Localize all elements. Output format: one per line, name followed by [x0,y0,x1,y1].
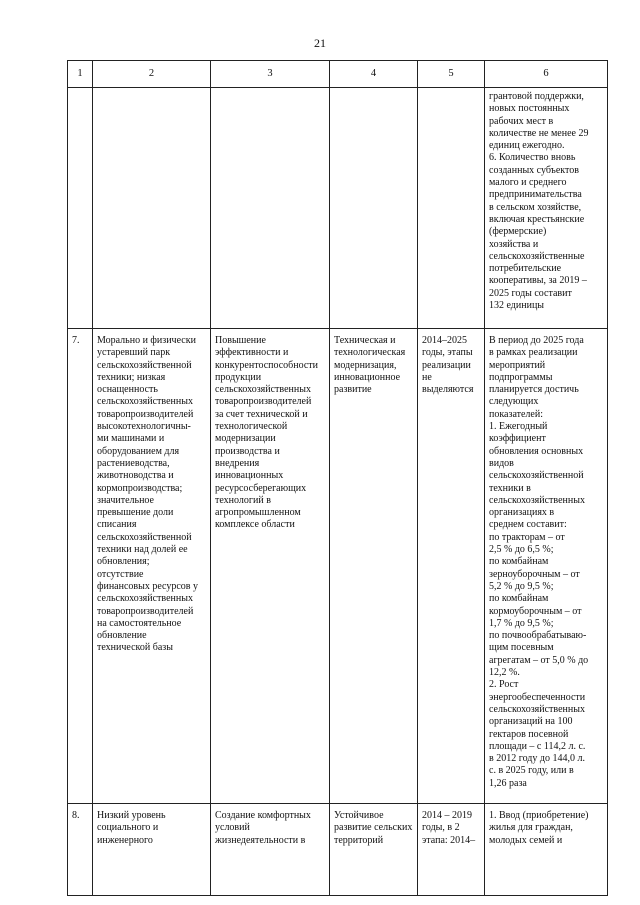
column-header: 6 [485,61,608,88]
period-cell [418,88,485,329]
result-cell: В период до 2025 года в рамках реализации мероприятий подпрограммы планируется достичь следующих показателей: 1. Ежегодный коэффициент обновления основных видов сельскохозяйственной техники в сельскохозяйственных организациях в среднем составит: по тракторам – от 2,5 % до 6,5 %; по комбайнам зерноуборочным – от 5,2 % до 9,5 %; по комбайнам кормоуборочным – от 1,7 % до 9,5 %; по почвообрабатываю- щим посевным агрегатам – от 5,0 % до 12,2 %. 2. Рост энергообеспеченности сельскохозяйственных организаций на 100 гектаров посевной площади – с 114,2 л. с. в 2012 году до 144,0 л. с. в 2025 году, или в 1,26 раза [485,329,608,804]
column-header: 3 [211,61,330,88]
problem-cell [93,88,211,329]
table-row [68,329,608,804]
direction-cell: Устойчивое развитие сельских территорий [330,804,418,896]
table-row [68,88,608,329]
table-header-row [68,61,608,88]
column-header: 5 [418,61,485,88]
row-number [68,88,93,329]
problem-cell: Морально и физически устаревший парк сельскохозяйственной техники; низкая оснащенность сельскохозяйственных товаропроизводителей высокотехнологичны- ми машинами и оборудованием для растениеводства, животноводства и кормопроизводства; значительное превышение доли списания сельскохозяйственной техники над долей ее обновления; отсутствие финансовых ресурсов у сельскохозяйственных товаропроизводителей на самостоятельное обновление технической базы [93,329,211,804]
column-header: 4 [330,61,418,88]
goal-cell: Повышение эффективности и конкурентоспособности продукции сельскохозяйственных товаропроизводителей за счет технической и технологической модернизации производства и внедрения инновационных ресурсосберегающих технологий в агропромышленном комплексе области [211,329,330,804]
direction-cell [330,88,418,329]
row-number: 8. [68,804,93,896]
column-header: 1 [68,61,93,88]
row-number: 7. [68,329,93,804]
result-cell: 1. Ввод (приобретение) жилья для граждан, молодых семей и [485,804,608,896]
goal-cell: Создание комфортных условий жизнедеятельности в [211,804,330,896]
period-cell: 2014–2025 годы, этапы реализации не выделяются [418,329,485,804]
problem-cell: Низкий уровень социального и инженерного [93,804,211,896]
direction-cell: Техническая и технологическая модернизация, инновационное развитие [330,329,418,804]
result-cell: грантовой поддержки, новых постоянных рабочих мест в количестве не менее 29 единиц ежегодно. 6. Количество вновь созданных субъектов малого и среднего предпринимательства в сельском хозяйстве, включая крестьянские (фермерские) хозяйства и сельскохозяйственные потребительские кооперативы, за 2019 – 2025 годы составит 132 единицы [485,88,608,329]
page-number: 21 [314,36,326,50]
period-cell: 2014 – 2019 годы, в 2 этапа: 2014– [418,804,485,896]
goal-cell [211,88,330,329]
table-row [68,804,608,896]
column-header: 2 [93,61,211,88]
program-table [67,60,608,896]
